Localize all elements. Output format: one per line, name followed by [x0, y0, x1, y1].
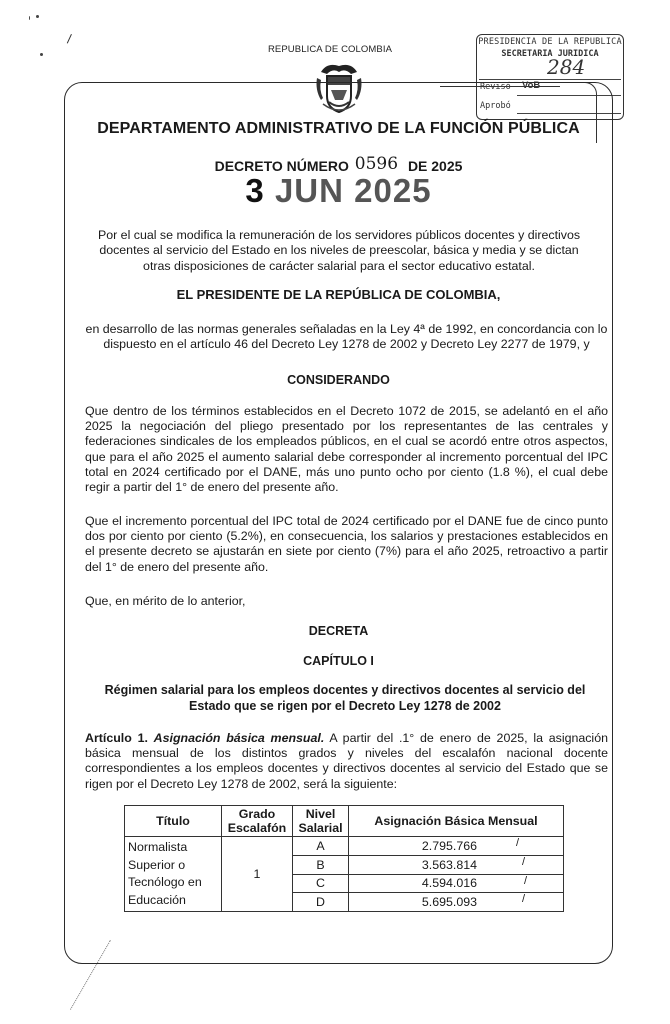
considering-heading: CONSIDERANDO	[287, 373, 390, 387]
decree-suffix: DE 2025	[407, 158, 463, 174]
article-1	[85, 731, 608, 792]
country-name: REPUBLICA DE COLOMBIA	[267, 44, 393, 55]
chapter-heading: CAPÍTULO I	[303, 654, 374, 668]
check-mark-icon: /	[515, 837, 519, 849]
considering-paragraph-2: Que el incremento porcentual del IPC total de 2024 certificado por el DANE fue de cinco punto dos por ciento por ciento (5.2%), en consecuencia, los salarios y prestaciones establecidos en el presente decreto se ajustarán en siete por ciento (7%) para el año 2025, retroactivo a partir del 1° de enero del presente año.	[85, 514, 608, 574]
cell-nivel: B	[293, 855, 349, 874]
scan-speck	[29, 16, 30, 20]
stamp-line-2: SECRETARIA JURIDICA	[501, 49, 599, 59]
check-mark-icon: /	[523, 874, 527, 887]
stamp-reviso-label: Revisó	[480, 82, 511, 92]
date-day: 3	[245, 172, 265, 209]
decree-summary: Por el cual se modifica la remuneración de los servidores públicos docentes y directivos docentes al servicio del Estado en los niveles de preescolar, básica y media y se dictan otras disposiciones de carácter salarial para el sector educativo estatal.	[97, 228, 581, 273]
date-stamp	[64, 172, 613, 210]
article-1-label: Artículo 1.	[85, 731, 148, 745]
authority-heading: EL PRESIDENTE DE LA REPÚBLICA DE COLOMBIA,	[176, 287, 501, 302]
header-nivel: Nivel Salarial	[293, 806, 349, 837]
cell-asignacion: 4.594.016 /	[349, 874, 564, 893]
cell-nivel: C	[293, 874, 349, 893]
header-grado: Grado Escalafón	[222, 806, 293, 837]
header-titulo: Título	[125, 806, 222, 837]
article-1-title: Asignación básica mensual.	[153, 731, 325, 745]
stamp-aprobo-label: Aprobó	[480, 101, 511, 111]
stamp-rule	[479, 79, 621, 80]
considering-paragraph-3: Que, en mérito de lo anterior,	[85, 594, 246, 608]
considering-paragraph-1: Que dentro de los términos establecidos en el Decreto 1072 de 2015, se adelantó en el año 2025 la negociación del pliego presentado por los representantes de las centrales y federaciones sindicales de los empleados públicos, en el cual se acordó entre otros aspectos, que para el año 2025 el aumento salarial debe corresponder al incremento porcentual del IPC total en 2024 certificado por el DANE, más uno punto ocho por ciento (1.8 %), el cual debe regir a partir del 1° de enero del presente año.	[85, 404, 608, 495]
stamp-reviso-value: VoB	[522, 80, 541, 91]
legal-basis: en desarrollo de las normas generales señaladas en la Ley 4ª de 1992, en concordancia con lo dispuesto en el artículo 46 del Decreto Ley 1278 de 2002 y Decreto Ley 2277 de 1979, y	[85, 322, 608, 352]
pen-mark	[67, 34, 72, 43]
article-1-text: A partir del .1° de enero de 2025, la asignación básica mensual de los distintos grados y niveles del escalafón nacional docente correspondientes a los empleos docentes y directivos docentes al servicio del Estado que se rigen por el Decreto Ley 1278 de 2002, será la siguiente:	[85, 731, 608, 791]
cell-nivel: D	[293, 893, 349, 912]
table-row	[125, 837, 564, 856]
cell-asignacion: 2.795.766 /	[349, 837, 564, 856]
chapter-title: Régimen salarial para los empleos docentes y directivos docentes al servicio del Estado que se rigen por el Decreto Ley 1278 de 2002	[104, 683, 586, 713]
check-mark-icon: /	[521, 855, 525, 868]
header-asignacion: Asignación Básica Mensual	[349, 806, 564, 837]
scan-speck	[36, 15, 39, 18]
scan-speck	[40, 53, 43, 56]
cell-asignacion: 3.563.814 /	[349, 855, 564, 874]
cell-grado: 1	[222, 837, 293, 912]
decree-number: 0596	[354, 154, 399, 174]
decreta-heading: DECRETA	[308, 624, 369, 638]
cell-asignacion: 5.695.093 /	[349, 893, 564, 912]
decree-prefix: DECRETO NÚMERO	[214, 158, 349, 174]
date-month-year: JUN 2025	[274, 172, 432, 209]
cell-nivel: A	[293, 837, 349, 856]
department-title: DEPARTAMENTO ADMINISTRATIVO DE LA FUNCIÓN PÚBLICA	[97, 120, 580, 137]
stamp-line-1: PRESIDENCIA DE LA REPUBLICA	[478, 37, 622, 47]
check-mark-icon: /	[521, 893, 525, 906]
table-header-row	[125, 806, 564, 837]
salary-table	[124, 805, 564, 912]
stamp-number: 284	[547, 55, 586, 79]
cell-titulo: Normalista Superior o Tecnólogo en Educación	[125, 837, 222, 912]
